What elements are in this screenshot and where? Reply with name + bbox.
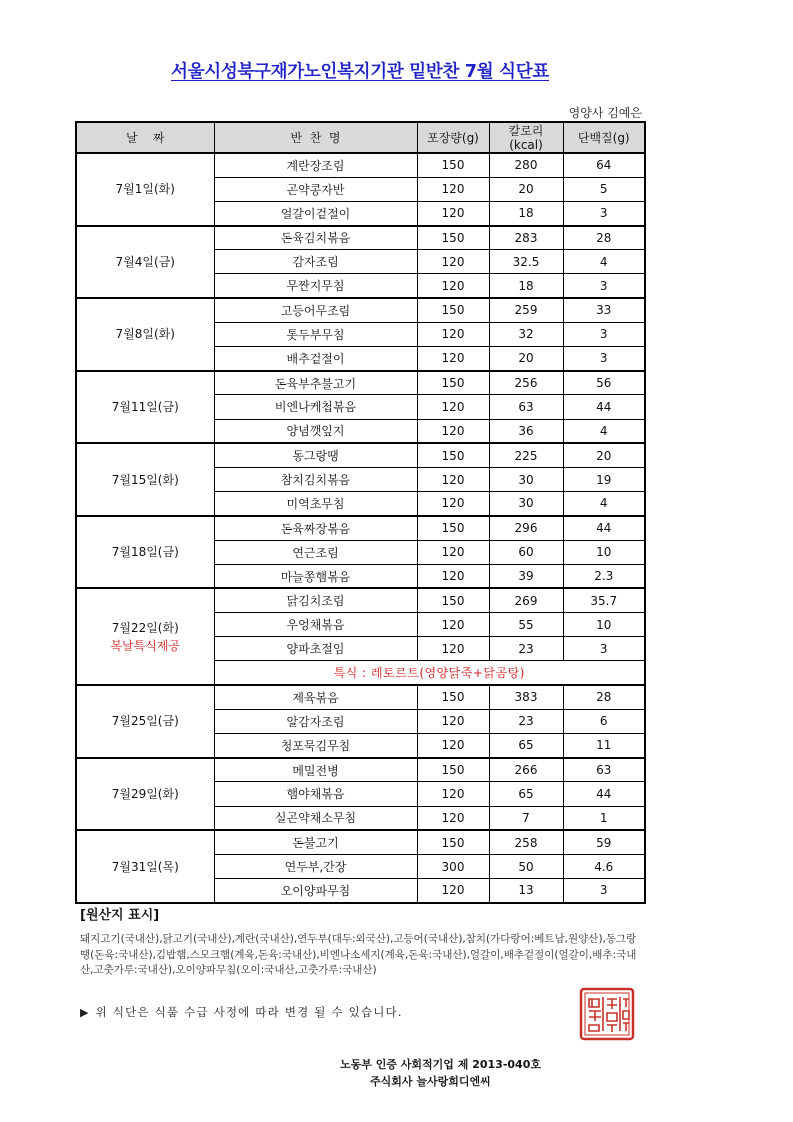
header-portion: 포장량(g) bbox=[417, 122, 489, 153]
date-label: 7월8일(화) bbox=[115, 327, 175, 342]
protein-cell: 5 bbox=[563, 177, 645, 201]
protein-cell: 44 bbox=[563, 782, 645, 806]
protein-cell: 44 bbox=[563, 395, 645, 419]
calorie-cell: 266 bbox=[489, 758, 563, 782]
protein-cell: 4.6 bbox=[563, 854, 645, 878]
calorie-cell: 7 bbox=[489, 806, 563, 830]
notice bbox=[80, 1004, 403, 1020]
portion-cell: 120 bbox=[417, 637, 489, 661]
protein-cell: 3 bbox=[563, 637, 645, 661]
dish-cell: 곤약콩자반 bbox=[214, 177, 417, 201]
date-label: 7월4일(금) bbox=[115, 254, 175, 269]
portion-cell: 120 bbox=[417, 250, 489, 274]
protein-cell: 19 bbox=[563, 467, 645, 491]
calorie-cell: 259 bbox=[489, 298, 563, 322]
dietitian-label: 영양사 김예은 bbox=[568, 106, 642, 120]
portion-cell: 150 bbox=[417, 588, 489, 612]
portion-cell: 120 bbox=[417, 564, 489, 588]
portion-cell: 150 bbox=[417, 758, 489, 782]
calorie-cell: 63 bbox=[489, 395, 563, 419]
portion-cell: 150 bbox=[417, 685, 489, 709]
dish-cell: 오이양파무침 bbox=[214, 879, 417, 903]
protein-cell: 44 bbox=[563, 516, 645, 540]
date-cell bbox=[76, 443, 214, 516]
portion-cell: 150 bbox=[417, 443, 489, 467]
dish-cell: 연두부,간장 bbox=[214, 854, 417, 878]
table-row bbox=[76, 153, 645, 177]
table-row bbox=[76, 226, 645, 250]
dish-cell: 햄야채볶음 bbox=[214, 782, 417, 806]
date-cell bbox=[76, 371, 214, 444]
date-cell bbox=[76, 153, 214, 226]
header-protein: 단백질(g) bbox=[563, 122, 645, 153]
header-date: 날 짜 bbox=[76, 122, 214, 153]
header-calorie-line1: 칼로리 bbox=[508, 123, 544, 138]
table-row bbox=[76, 685, 645, 709]
calorie-cell: 269 bbox=[489, 588, 563, 612]
calorie-cell: 283 bbox=[489, 226, 563, 250]
table-row bbox=[76, 371, 645, 395]
company-name: 주식회사 늘사랑희디엔씨 bbox=[370, 1075, 491, 1088]
date-cell bbox=[76, 226, 214, 299]
calorie-cell: 55 bbox=[489, 613, 563, 637]
portion-cell: 120 bbox=[417, 347, 489, 371]
protein-cell: 1 bbox=[563, 806, 645, 830]
table-row bbox=[76, 830, 645, 854]
dish-cell: 배추겉절이 bbox=[214, 347, 417, 371]
dish-cell: 얼갈이겉절이 bbox=[214, 201, 417, 225]
dish-cell: 마늘쫑햄볶음 bbox=[214, 564, 417, 588]
protein-cell: 56 bbox=[563, 371, 645, 395]
protein-cell: 2.3 bbox=[563, 564, 645, 588]
portion-cell: 150 bbox=[417, 226, 489, 250]
company-seal-stamp bbox=[579, 987, 635, 1041]
calorie-cell: 258 bbox=[489, 830, 563, 854]
calorie-cell: 20 bbox=[489, 347, 563, 371]
dish-cell: 톳두부무침 bbox=[214, 322, 417, 346]
origin-heading: [원산지 표시] bbox=[80, 908, 160, 923]
protein-cell: 35.7 bbox=[563, 588, 645, 612]
protein-cell: 11 bbox=[563, 734, 645, 758]
notice-text: 위 식단은 식품 수급 사정에 따라 변경 될 수 있습니다. bbox=[95, 1005, 403, 1019]
dish-cell: 고등어무조림 bbox=[214, 298, 417, 322]
calorie-cell: 18 bbox=[489, 274, 563, 298]
origin-text: 돼지고기(국내산),닭고기(국내산),계란(국내산),연두부(대두:외국산),고등어(국내산),참치(가다랑어:베트남,원양산),동그랑땡(돈육:국내산),김밥햄,스모크햄(계육,돈육:국내산),비엔나소세지(계육,돈육:국내산),얼갈이,배추겉절이(얼갈이,배추:국내산,고춧가루:국내산),오이양파무침(오이:국내산,고춧가루:국내산) bbox=[80, 933, 637, 976]
date-cell bbox=[76, 758, 214, 831]
calorie-cell: 32 bbox=[489, 322, 563, 346]
portion-cell: 120 bbox=[417, 540, 489, 564]
date-note: 복날특식제공 bbox=[110, 638, 181, 653]
portion-cell: 300 bbox=[417, 854, 489, 878]
dish-cell: 비엔나케첩볶음 bbox=[214, 395, 417, 419]
header-calorie bbox=[489, 122, 563, 153]
portion-cell: 120 bbox=[417, 322, 489, 346]
date-label: 7월29일(화) bbox=[111, 786, 179, 801]
dish-cell: 실곤약채소무침 bbox=[214, 806, 417, 830]
dish-cell: 무짠지무침 bbox=[214, 274, 417, 298]
menu-table bbox=[75, 121, 646, 904]
protein-cell: 6 bbox=[563, 709, 645, 733]
calorie-cell: 225 bbox=[489, 443, 563, 467]
protein-cell: 28 bbox=[563, 226, 645, 250]
dish-cell: 연근조림 bbox=[214, 540, 417, 564]
dish-cell: 돈육부추불고기 bbox=[214, 371, 417, 395]
protein-cell: 33 bbox=[563, 298, 645, 322]
dish-cell: 닭김치조림 bbox=[214, 588, 417, 612]
dish-cell: 돈불고기 bbox=[214, 830, 417, 854]
protein-cell: 10 bbox=[563, 613, 645, 637]
portion-cell: 120 bbox=[417, 806, 489, 830]
table-row bbox=[76, 588, 645, 612]
protein-cell: 20 bbox=[563, 443, 645, 467]
protein-cell: 4 bbox=[563, 419, 645, 443]
protein-cell: 3 bbox=[563, 201, 645, 225]
calorie-cell: 50 bbox=[489, 854, 563, 878]
dish-cell: 돈육짜장볶음 bbox=[214, 516, 417, 540]
calorie-cell: 20 bbox=[489, 177, 563, 201]
calorie-cell: 296 bbox=[489, 516, 563, 540]
portion-cell: 120 bbox=[417, 492, 489, 516]
portion-cell: 150 bbox=[417, 298, 489, 322]
table-row bbox=[76, 298, 645, 322]
portion-cell: 120 bbox=[417, 782, 489, 806]
dish-cell: 참치김치볶음 bbox=[214, 467, 417, 491]
arrow-icon: ▶ bbox=[80, 1006, 90, 1019]
dish-cell: 돈육김치볶음 bbox=[214, 226, 417, 250]
calorie-cell: 39 bbox=[489, 564, 563, 588]
date-label: 7월11일(금) bbox=[111, 399, 179, 414]
date-label: 7월1일(화) bbox=[115, 182, 175, 197]
dish-cell: 감자조림 bbox=[214, 250, 417, 274]
portion-cell: 120 bbox=[417, 734, 489, 758]
protein-cell: 59 bbox=[563, 830, 645, 854]
portion-cell: 120 bbox=[417, 274, 489, 298]
dish-cell: 우엉채볶음 bbox=[214, 613, 417, 637]
calorie-cell: 60 bbox=[489, 540, 563, 564]
calorie-cell: 36 bbox=[489, 419, 563, 443]
portion-cell: 150 bbox=[417, 153, 489, 177]
calorie-cell: 65 bbox=[489, 734, 563, 758]
date-label: 7월18일(금) bbox=[111, 545, 179, 560]
date-label: 7월15일(화) bbox=[111, 472, 179, 487]
protein-cell: 3 bbox=[563, 274, 645, 298]
dish-cell: 메밀전병 bbox=[214, 758, 417, 782]
calorie-cell: 23 bbox=[489, 637, 563, 661]
dish-cell: 미역초무침 bbox=[214, 492, 417, 516]
portion-cell: 120 bbox=[417, 467, 489, 491]
calorie-cell: 23 bbox=[489, 709, 563, 733]
date-label: 7월22일(화) bbox=[111, 620, 179, 635]
date-cell bbox=[76, 516, 214, 589]
date-cell bbox=[76, 298, 214, 371]
portion-cell: 120 bbox=[417, 709, 489, 733]
calorie-cell: 383 bbox=[489, 685, 563, 709]
portion-cell: 120 bbox=[417, 419, 489, 443]
portion-cell: 120 bbox=[417, 201, 489, 225]
header-dish: 반 찬 명 bbox=[214, 122, 417, 153]
dish-cell: 알감자조림 bbox=[214, 709, 417, 733]
calorie-cell: 13 bbox=[489, 879, 563, 903]
table-row bbox=[76, 516, 645, 540]
protein-cell: 64 bbox=[563, 153, 645, 177]
table-row bbox=[76, 758, 645, 782]
calorie-cell: 30 bbox=[489, 492, 563, 516]
dish-cell: 양념깻잎지 bbox=[214, 419, 417, 443]
calorie-cell: 30 bbox=[489, 467, 563, 491]
dish-cell: 청포묵김무침 bbox=[214, 734, 417, 758]
calorie-cell: 256 bbox=[489, 371, 563, 395]
protein-cell: 10 bbox=[563, 540, 645, 564]
menu-body bbox=[76, 153, 645, 903]
header-calorie-line2: (kcal) bbox=[509, 137, 543, 152]
page-title: 서울시성북구재가노인복지기관 밑반찬 7월 식단표 bbox=[171, 62, 549, 82]
dish-cell: 동그랑땡 bbox=[214, 443, 417, 467]
calorie-cell: 32.5 bbox=[489, 250, 563, 274]
date-label: 7월25일(금) bbox=[111, 714, 179, 729]
calorie-cell: 18 bbox=[489, 201, 563, 225]
dish-cell: 계란장조림 bbox=[214, 153, 417, 177]
date-cell bbox=[76, 588, 214, 685]
date-cell bbox=[76, 685, 214, 758]
portion-cell: 120 bbox=[417, 879, 489, 903]
protein-cell: 4 bbox=[563, 250, 645, 274]
special-note: 특식 : 레토르트(영양닭죽+닭곰탕) bbox=[214, 661, 645, 685]
protein-cell: 3 bbox=[563, 879, 645, 903]
calorie-cell: 65 bbox=[489, 782, 563, 806]
protein-cell: 28 bbox=[563, 685, 645, 709]
protein-cell: 63 bbox=[563, 758, 645, 782]
dish-cell: 양파초절임 bbox=[214, 637, 417, 661]
protein-cell: 4 bbox=[563, 492, 645, 516]
protein-cell: 3 bbox=[563, 322, 645, 346]
calorie-cell: 280 bbox=[489, 153, 563, 177]
portion-cell: 120 bbox=[417, 177, 489, 201]
portion-cell: 120 bbox=[417, 613, 489, 637]
portion-cell: 120 bbox=[417, 395, 489, 419]
table-row bbox=[76, 443, 645, 467]
certification-text: 노동부 인증 사회적기업 제 2013-040호 bbox=[340, 1058, 541, 1071]
dish-cell: 제육볶음 bbox=[214, 685, 417, 709]
protein-cell: 3 bbox=[563, 347, 645, 371]
portion-cell: 150 bbox=[417, 371, 489, 395]
date-label: 7월31일(목) bbox=[111, 859, 179, 874]
portion-cell: 150 bbox=[417, 516, 489, 540]
portion-cell: 150 bbox=[417, 830, 489, 854]
table-header-row bbox=[76, 122, 645, 153]
date-cell bbox=[76, 830, 214, 903]
